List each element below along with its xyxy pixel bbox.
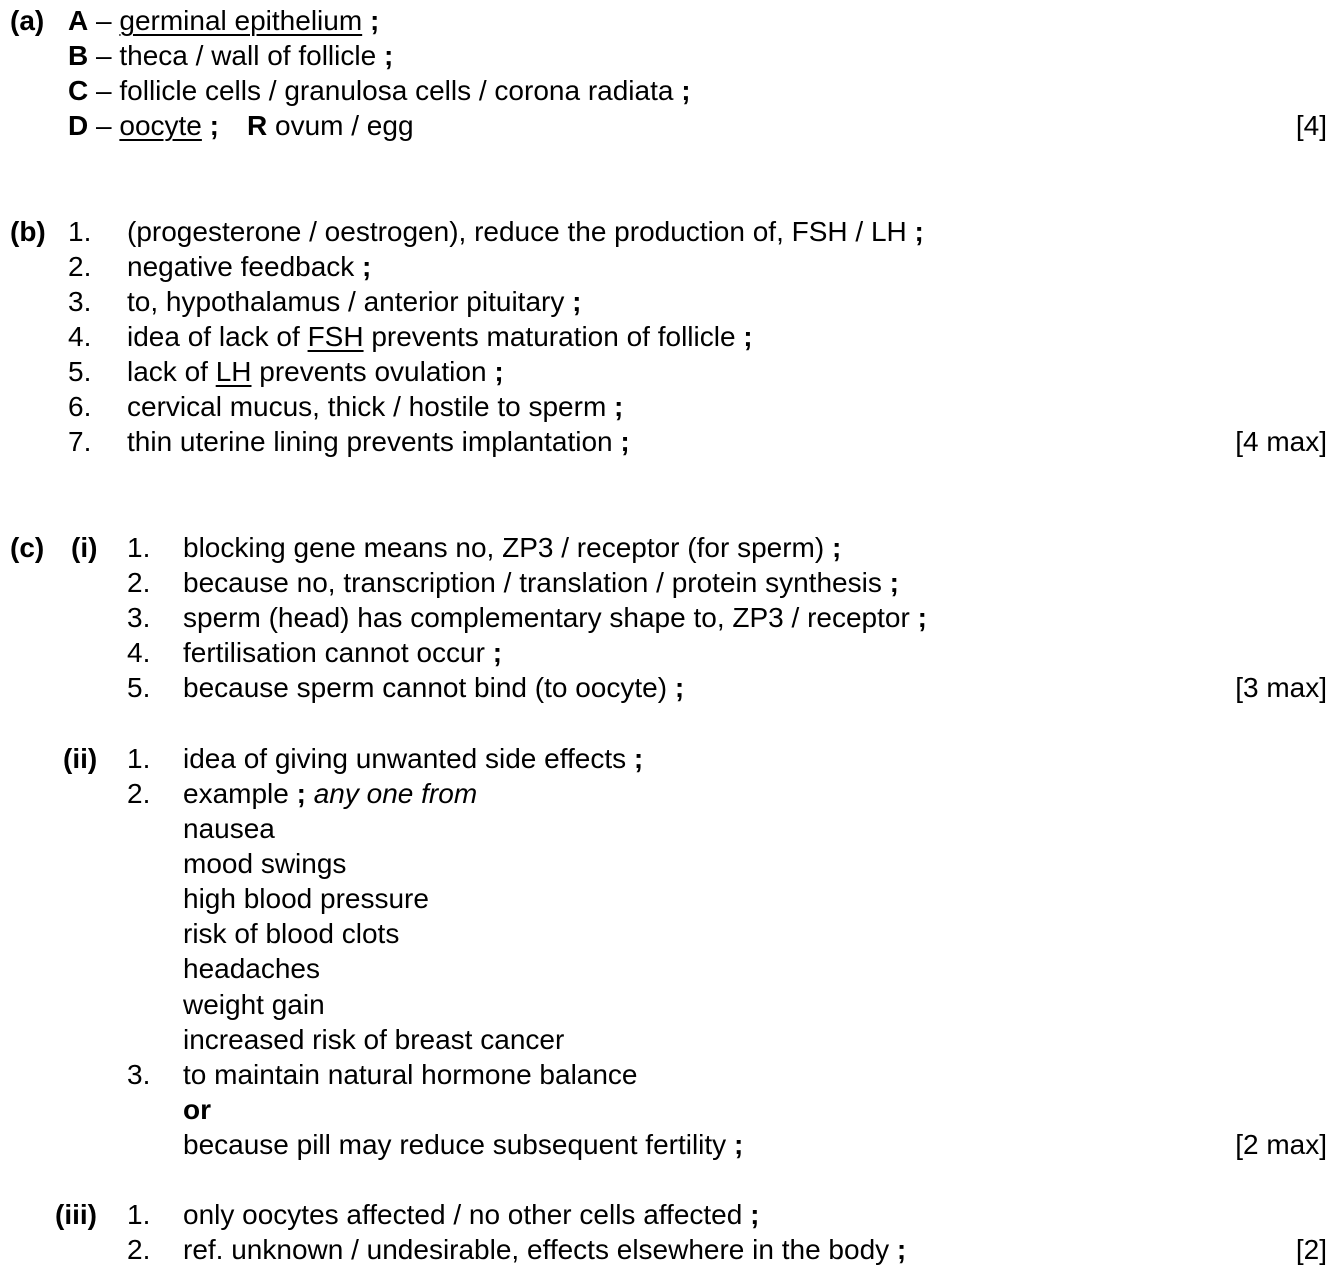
c-ii-note: any one from bbox=[313, 778, 478, 809]
c-i-item-num: 4. bbox=[127, 637, 151, 668]
b-item-num: 7. bbox=[68, 426, 92, 457]
c-i-item-num: 1. bbox=[127, 532, 151, 563]
or-connector: or bbox=[183, 1094, 211, 1125]
part-c-i-marks: [3 max] bbox=[1235, 672, 1327, 703]
b-item-num: 2. bbox=[68, 251, 92, 282]
example-item: risk of blood clots bbox=[183, 918, 400, 949]
part-c-i-label: (i) bbox=[71, 532, 98, 563]
part-c-ii-marks: [2 max] bbox=[1235, 1129, 1327, 1160]
reject-marker: R bbox=[246, 110, 268, 141]
b-item-num: 1. bbox=[68, 216, 92, 247]
example-item: nausea bbox=[183, 813, 275, 844]
c-i-item-num: 2. bbox=[127, 567, 151, 598]
answer-d: D – oocyte ; R ovum / egg bbox=[68, 110, 414, 141]
c-ii-item-num: 3. bbox=[127, 1059, 151, 1090]
c-i-item-text: because no, transcription / translation / protein synthesis ; bbox=[183, 567, 899, 598]
c-i-item-num: 5. bbox=[127, 672, 151, 703]
b-item-text: cervical mucus, thick / hostile to sperm ; bbox=[127, 391, 624, 422]
b-item-text: (progesterone / oestrogen), reduce the production of, FSH / LH ; bbox=[127, 216, 924, 247]
c-ii-item-text: example ; any one from bbox=[183, 778, 478, 809]
c-ii-item-num: 1. bbox=[127, 743, 151, 774]
b-item-num: 5. bbox=[68, 356, 92, 387]
part-c-iii-label: (iii) bbox=[55, 1199, 97, 1230]
answer-c: C – follicle cells / granulosa cells / corona radiata ; bbox=[68, 75, 691, 106]
c-i-item-text: blocking gene means no, ZP3 / receptor (for sperm) ; bbox=[183, 532, 842, 563]
b-item-text: idea of lack of FSH prevents maturation of follicle ; bbox=[127, 321, 753, 352]
c-i-item-num: 3. bbox=[127, 602, 151, 633]
answer-b: B – theca / wall of follicle ; bbox=[68, 40, 394, 71]
part-c-ii-label: (ii) bbox=[63, 743, 98, 774]
part-b-marks: [4 max] bbox=[1235, 426, 1327, 457]
c-iii-item-num: 1. bbox=[127, 1199, 151, 1230]
answer-a: A – germinal epithelium ; bbox=[68, 5, 380, 36]
c-iii-item-num: 2. bbox=[127, 1234, 151, 1265]
example-item: mood swings bbox=[183, 848, 347, 879]
b-item-num: 3. bbox=[68, 286, 92, 317]
b-item-num: 4. bbox=[68, 321, 92, 352]
b-item-text: lack of LH prevents ovulation ; bbox=[127, 356, 504, 387]
c-ii-item-text: idea of giving unwanted side effects ; bbox=[183, 743, 644, 774]
b-item-num: 6. bbox=[68, 391, 92, 422]
example-item: increased risk of breast cancer bbox=[183, 1024, 565, 1055]
example-item: high blood pressure bbox=[183, 883, 429, 914]
part-a-marks: [4] bbox=[1295, 110, 1327, 141]
part-c-label: (c) bbox=[10, 532, 45, 563]
c-iii-item-text: only oocytes affected / no other cells affected ; bbox=[183, 1199, 760, 1230]
c-i-item-text: fertilisation cannot occur ; bbox=[183, 637, 503, 668]
example-item: headaches bbox=[183, 953, 321, 984]
c-ii-item-num: 2. bbox=[127, 778, 151, 809]
part-b-label: (b) bbox=[10, 216, 46, 247]
c-i-item-text: because sperm cannot bind (to oocyte) ; bbox=[183, 672, 685, 703]
b-item-text: thin uterine lining prevents implantation ; bbox=[127, 426, 630, 457]
b-item-text: negative feedback ; bbox=[127, 251, 372, 282]
part-a-label: (a) bbox=[10, 5, 45, 36]
c-ii-item-text: because pill may reduce subsequent fertility ; bbox=[183, 1129, 744, 1160]
c-i-item-text: sperm (head) has complementary shape to, ZP3 / receptor ; bbox=[183, 602, 927, 633]
c-ii-item-text: to maintain natural hormone balance bbox=[183, 1059, 638, 1090]
example-item: weight gain bbox=[183, 989, 325, 1020]
part-c-iii-marks: [2] bbox=[1295, 1234, 1327, 1265]
c-iii-item-text: ref. unknown / undesirable, effects elsewhere in the body ; bbox=[183, 1234, 907, 1265]
b-item-text: to, hypothalamus / anterior pituitary ; bbox=[127, 286, 582, 317]
